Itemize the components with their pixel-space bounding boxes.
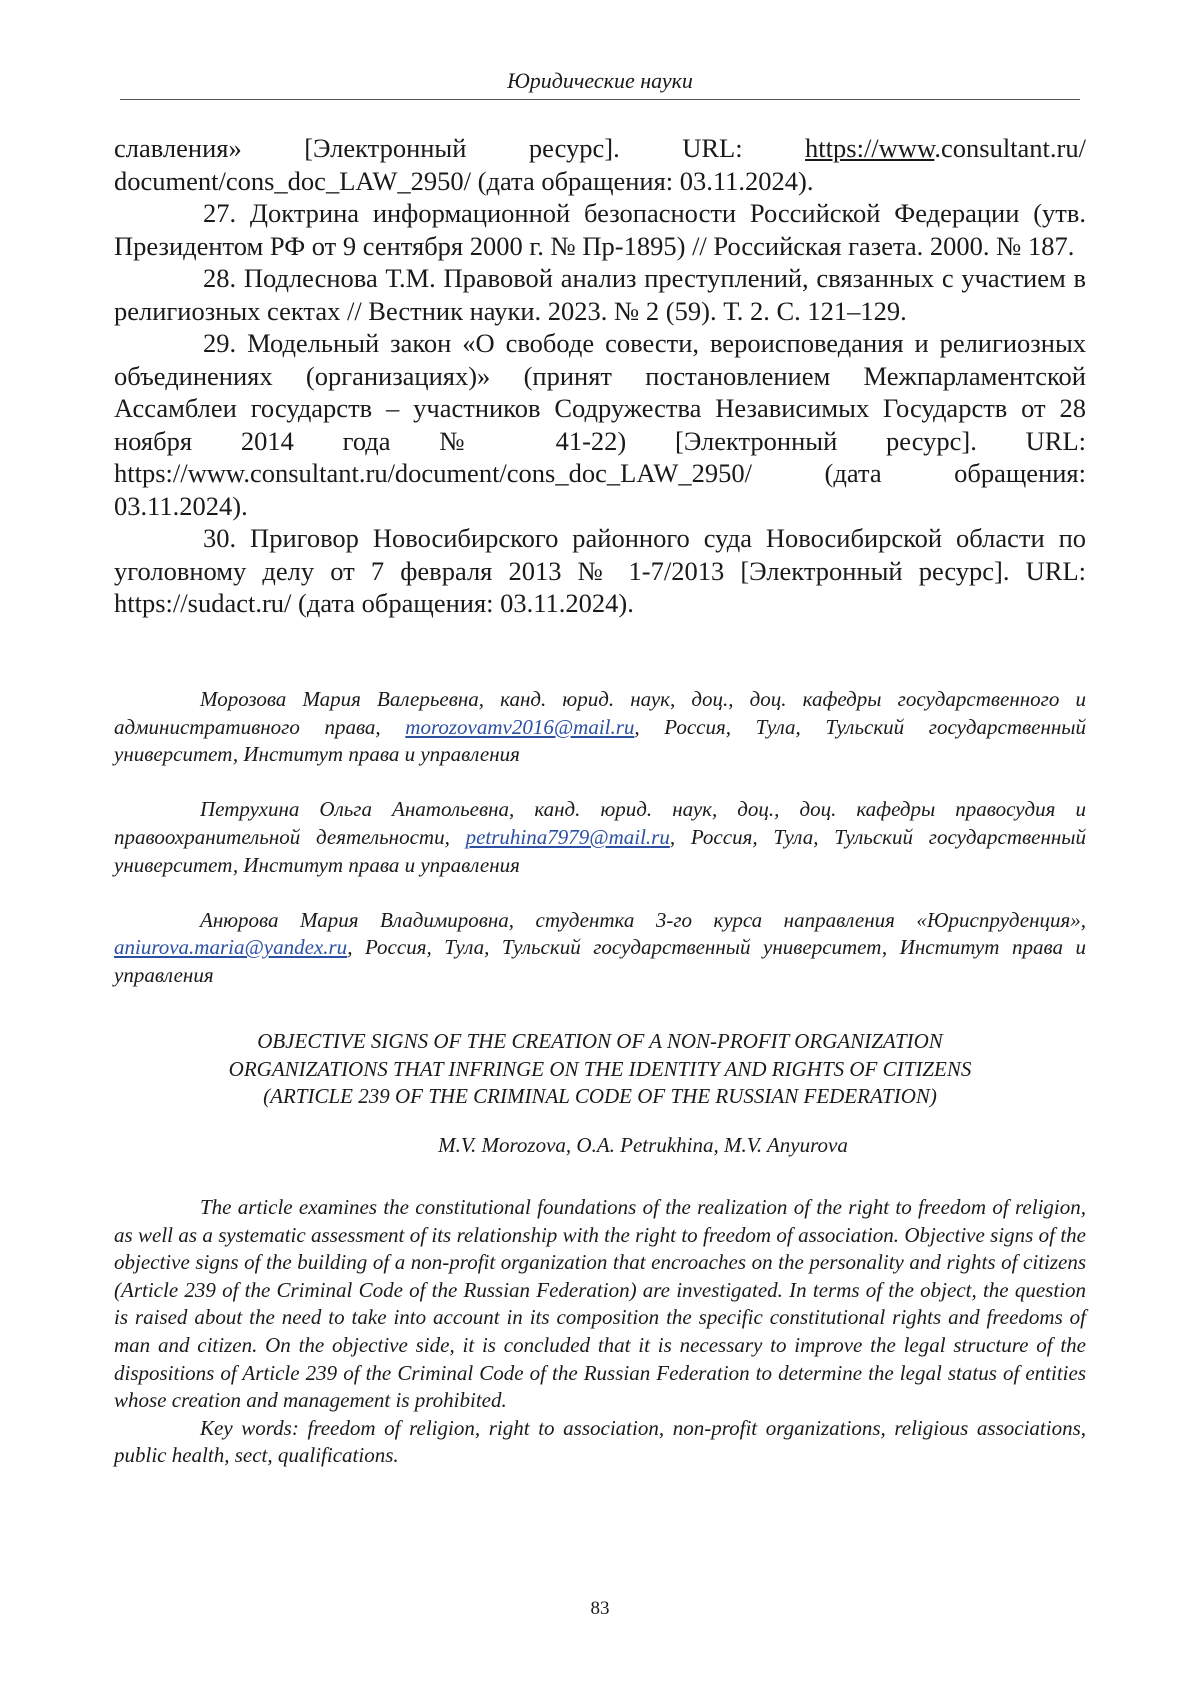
english-title	[114, 1028, 1086, 1111]
reference-text: славления» [Электронный ресурс]. URL:	[114, 133, 806, 163]
reference-item-29: 29. Модельный закон «О свободе совести, вероисповедания и религиозных объединениях (организациях)» (принят постановлением Межпарламентской Ассамблеи государств – участников Содружества Независимых Государств от 28 ноября 2014 года № 41-22) [Электронный ресурс]. URL: https://www.consultant.ru/document/cons_doc_LAW_2950/ (дата обращения: 03.11.2024).	[114, 328, 1086, 521]
reference-item-28: 28. Подлеснова Т.М. Правовой анализ преступлений, связанных с участием в религиозных сектах // Вестник науки. 2023. № 2 (59). Т. 2. С. 121–129.	[114, 263, 1086, 326]
abstract-text: The article examines the constitutional foundations of the realization of the right to freedom of religion, as well as a systematic assessment of its relationship with the right to freedom of association. Objective signs of the objective signs of the building of a non-profit organization that encroaches on the personality and rights of citizens (Article 239 of the Criminal Code of the Russian Federation) are investigated. In terms of the object, the question is raised about the need to take into account in its composition the specific constitutional rights and freedoms of man and citizen. On the objective side, it is concluded that it is necessary to improve the legal structure of the dispositions of Article 239 of the Criminal Code of the Russian Federation to determine the legal status of entities whose creation and management is prohibited.	[114, 1195, 1086, 1413]
author-affiliation: Анюрова Мария Владимировна, студентка 3-го курса направления «Юриспруденция»,	[200, 907, 1086, 932]
reference-item-30: 30. Приговор Новосибирского районного суда Новосибирской области по уголовному делу от 7 февраля 2013 № 1-7/2013 [Электронный ресурс]. URL: https://sudact.ru/ (дата обращения: 03.11.2024).	[114, 523, 1086, 618]
english-title-line: OBJECTIVE SIGNS OF THE CREATION OF A NON-PROFIT ORGANIZATION	[257, 1029, 943, 1053]
author-affiliation: Петрухина Ольга Анатольевна, канд. юрид. наук, доц., доц. кафедры правосудия и правоохранительной деятельности,	[114, 797, 1086, 849]
english-abstract	[114, 1194, 1086, 1470]
author-info	[114, 686, 1086, 1017]
author-petrukhina	[114, 796, 1086, 879]
author-affiliation: , Россия, Тула, Тульский государственный университет, Институт права и управления	[114, 935, 1086, 987]
author-affiliation: , Россия, Тула, Тульский государственный университет, Институт права и управления	[114, 824, 1087, 877]
author-email-link[interactable]: aniurova.maria@yandex.ru	[114, 935, 348, 960]
reference-link[interactable]: https://www	[805, 133, 935, 163]
english-title-line: (ARTICLE 239 OF THE CRIMINAL CODE OF THE RUSSIAN FEDERATION)	[263, 1084, 937, 1109]
author-email-link[interactable]: petruhina7979@mail.ru	[465, 824, 670, 849]
running-header: Юридические науки	[507, 68, 693, 93]
author-affiliation: , Россия, Тула, Тульский государственный университет, Институт права и управления	[114, 714, 1087, 767]
reference-text: .consultant.ru/ document/cons_doc_LAW_2950/ (дата обращения: 03.11.2024).	[114, 133, 1086, 196]
page-number: 83	[590, 1598, 610, 1619]
reference-item-26-continued	[114, 132, 1086, 197]
reference-list	[114, 132, 1086, 620]
keywords-text: Key words: freedom of religion, right to association, non-profit organizations, religious associations, public health, sect, qualifications.	[114, 1415, 1086, 1468]
reference-item-27: 27. Доктрина информационной безопасности Российской Федерации (утв. Президентом РФ от 9 сентября 2000 г. № Пр-1895) // Российская газета. 2000. № 187.	[114, 198, 1086, 261]
english-title-line: ORGANIZATIONS THAT INFRINGE ON THE IDENTITY AND RIGHTS OF CITIZENS	[228, 1056, 972, 1081]
header-rule	[120, 99, 1080, 100]
author-morozova	[114, 686, 1086, 769]
english-authors: M.V. Morozova, O.A. Petrukhina, M.V. Anyurova	[438, 1133, 848, 1157]
author-email-link[interactable]: morozovamv2016@mail.ru	[405, 714, 635, 739]
author-affiliation: Морозова Мария Валерьевна, канд. юрид. наук, доц., доц. кафедры государственного и административного права,	[114, 687, 1086, 739]
author-anyurova	[114, 907, 1086, 990]
